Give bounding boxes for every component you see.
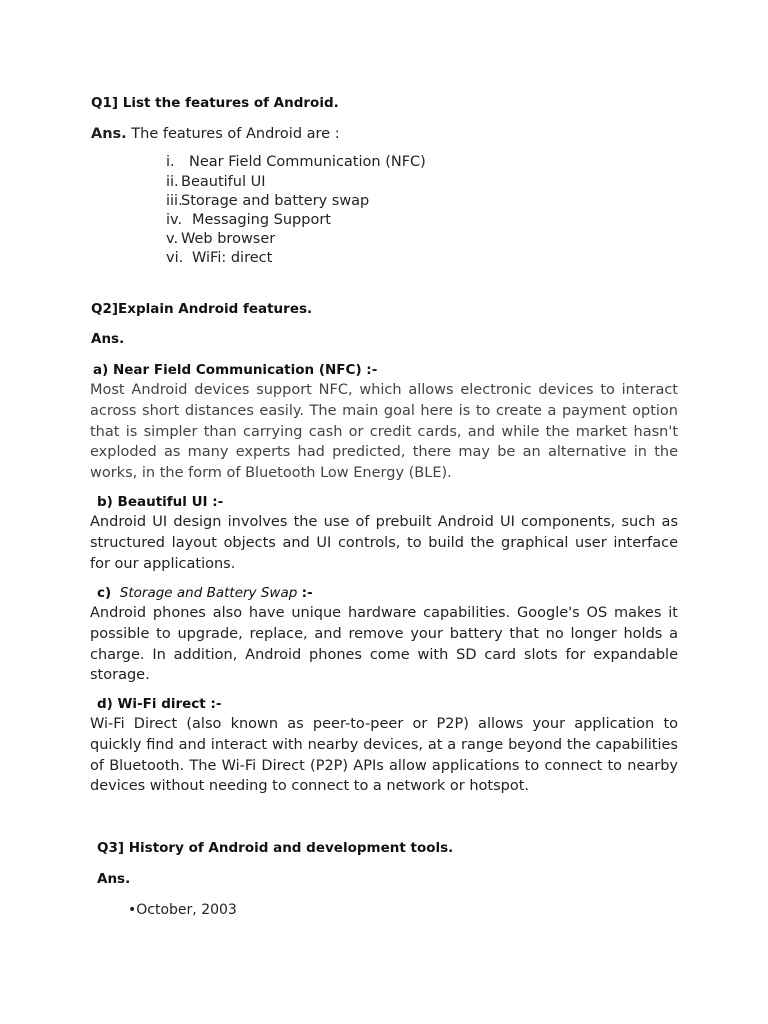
q1-answer — [91, 124, 340, 145]
list-item: Messaging Support — [192, 212, 331, 228]
list-item: WiFi: direct — [192, 250, 273, 266]
bullet-item — [128, 902, 237, 918]
section-text-ui: Android UI design involves the use of prebuilt Android UI components, such as structured layout objects and UI controls, to build the graphical user interface for our applications. — [90, 514, 678, 572]
section-heading-wifi: d) Wi-Fi direct :- — [97, 696, 222, 712]
q1-title: Q1] List the features of Android. — [91, 95, 339, 111]
q1-ans-label: Ans. — [91, 126, 127, 142]
list-item: Storage and battery swap — [181, 193, 370, 209]
list-item: Near Field Communication (NFC) — [189, 154, 426, 170]
q3-ans-label: Ans. — [97, 871, 131, 887]
bullet-text: October, 2003 — [136, 902, 237, 918]
q3-title: Q3] History of Android and development tools. — [97, 840, 454, 856]
list-number: vi. — [166, 250, 184, 266]
q1-ans-text: The features of Android are : — [131, 126, 340, 142]
list-number: ii. — [166, 174, 179, 190]
heading-italic: Storage and Battery Swap — [119, 585, 298, 601]
section-text-wifi: Wi-Fi Direct (also known as peer-to-peer or P2P) allows your application to quickly find and interact with nearby devices, at a range beyond the capabilities of Bluetooth. The Wi-Fi Direct (P2P) APIs allow applications to connect to nearby devices without needing to connect to a network or hotspot. — [90, 716, 678, 795]
heading-suffix: :- — [301, 585, 313, 601]
bullet-icon: • — [128, 902, 137, 918]
section-text-nfc: Most Android devices support NFC, which allows electronic devices to interact across short distances easily. The main goal here is to create a payment option that is simpler than carrying cash or credit cards, and while the market hasn't exploded as many experts had predicted, there may be an alternative in the works, in the form of Bluetooth Low Energy (BLE). — [90, 382, 678, 482]
list-number: v. — [166, 231, 179, 247]
section-heading-ui: b) Beautiful UI :- — [97, 494, 224, 510]
section-text-storage: Android phones also have unique hardware capabilities. Google's OS makes it possible to upgrade, replace, and remove your battery that no longer holds a charge. In addition, Android phones come with SD card slots for expandable storage. — [90, 605, 678, 684]
list-number: iv. — [166, 212, 183, 228]
section-heading-nfc: a) Near Field Communication (NFC) :- — [93, 362, 378, 378]
list-number: iii. — [166, 193, 183, 209]
list-item: Web browser — [181, 231, 276, 247]
q2-title: Q2]Explain Android features. — [91, 301, 313, 317]
q2-ans-label: Ans. — [91, 331, 125, 347]
list-item: Beautiful UI — [181, 174, 266, 190]
heading-prefix: c) — [97, 585, 112, 601]
section-heading-storage — [97, 585, 313, 601]
list-number: i. — [166, 154, 175, 170]
